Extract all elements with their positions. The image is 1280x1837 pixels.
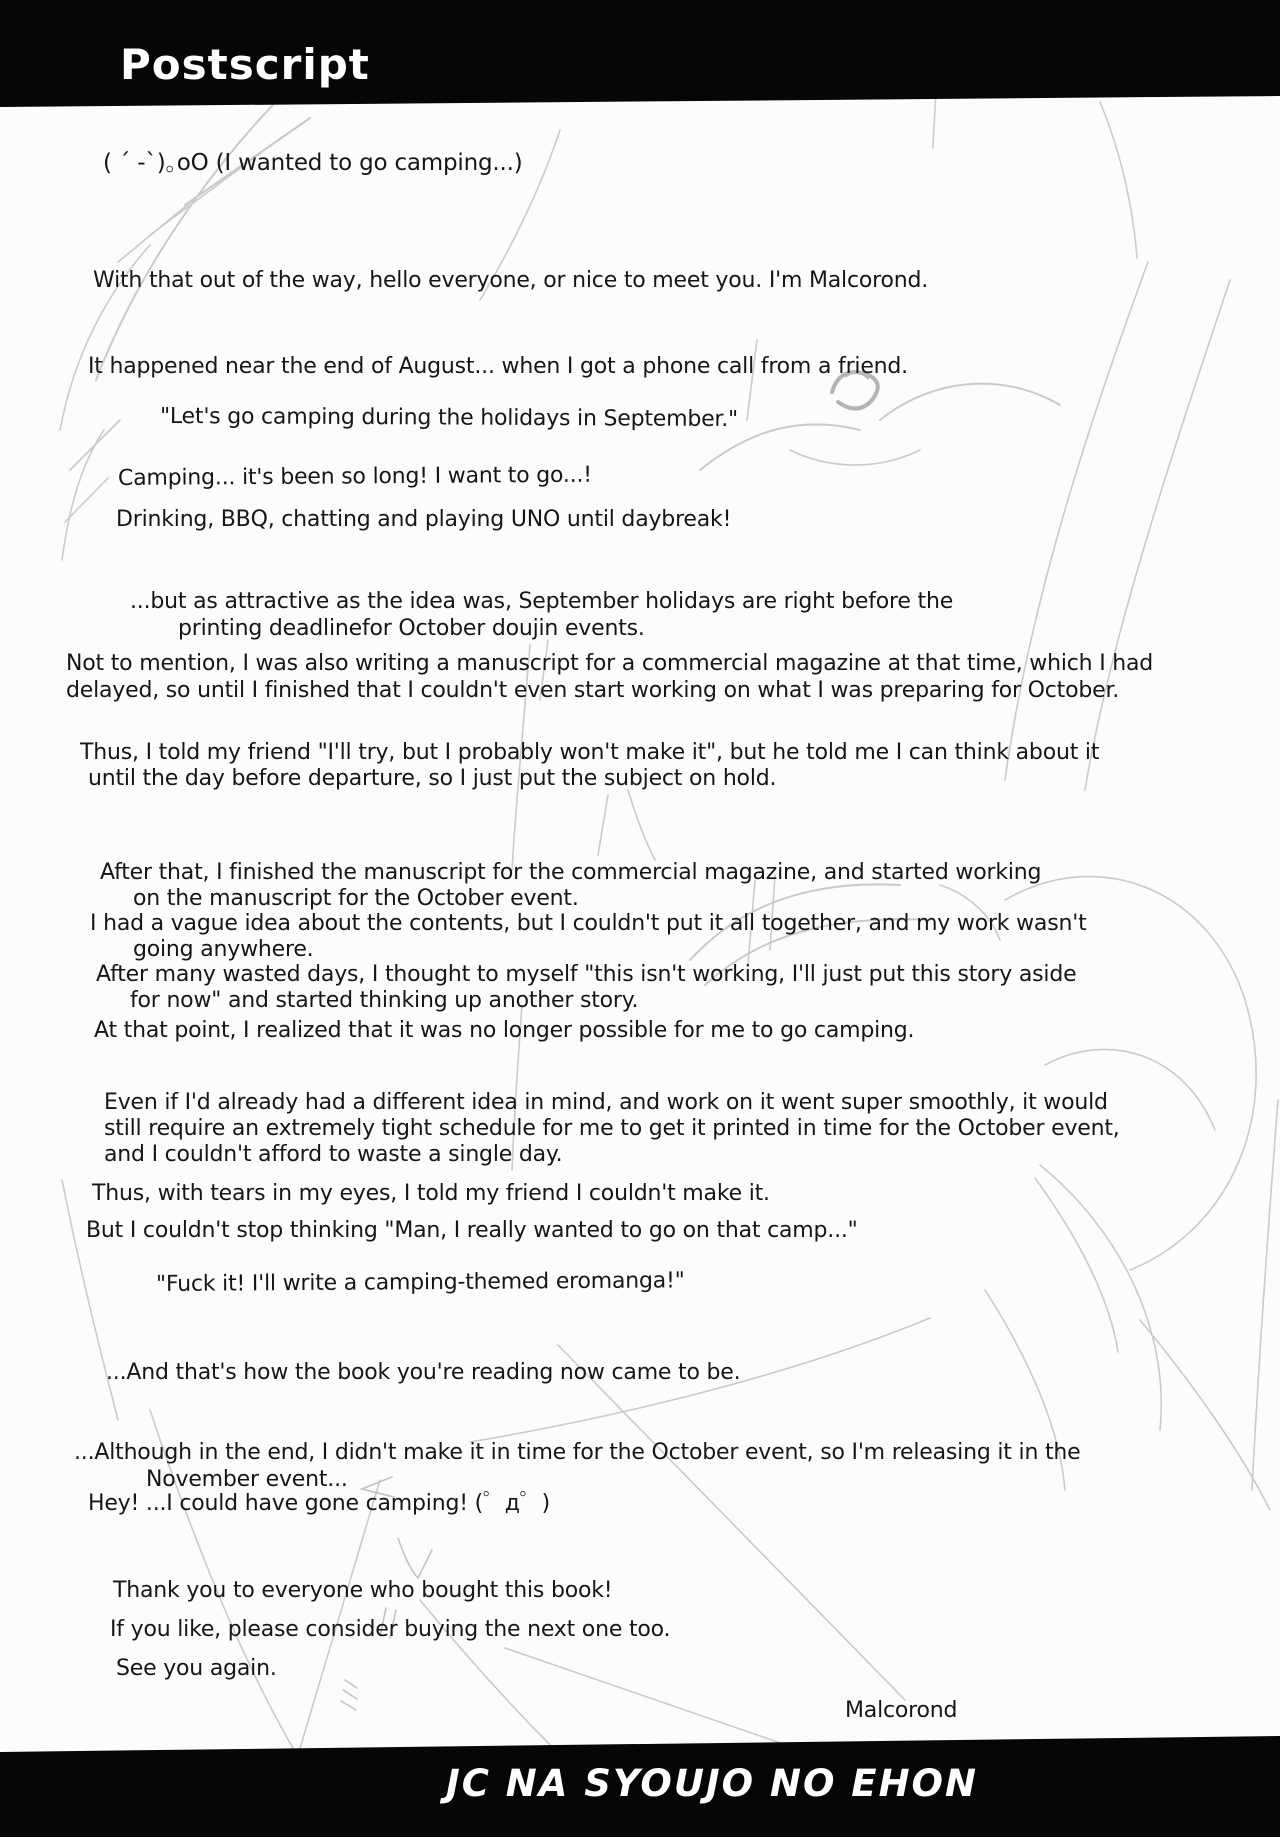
text-line: and I couldn't afford to waste a single day.: [104, 1142, 563, 1167]
text-line: ...but as attractive as the idea was, September holidays are right before the: [130, 589, 954, 614]
text-line: Drinking, BBQ, chatting and playing UNO until daybreak!: [116, 507, 732, 532]
text-line: "Fuck it! I'll write a camping-themed eromanga!": [155, 1268, 685, 1297]
text-line: Thus, with tears in my eyes, I told my friend I couldn't make it.: [92, 1181, 770, 1206]
thought-bubble-line: ( ´ -`)｡oO (I wanted to go camping...): [103, 150, 523, 176]
text-line: ...And that's how the book you're reading now came to be.: [106, 1360, 741, 1385]
text-line: Even if I'd already had a different idea in mind, and work on it went super smoothly, it would: [104, 1090, 1108, 1115]
footer-title: JC NA SYOUJO NO EHON: [446, 1762, 978, 1805]
text-line: on the manuscript for the October event.: [133, 886, 579, 911]
text-line: After that, I finished the manuscript for the commercial magazine, and started working: [100, 860, 1042, 885]
text-line: Camping... it's been so long! I want to go...!: [117, 462, 592, 491]
text-line: At that point, I realized that it was no longer possible for me to go camping.: [94, 1018, 915, 1043]
text-line: printing deadlinefor October doujin events.: [178, 616, 645, 641]
author-signature: Malcorond: [845, 1698, 958, 1723]
text-line: But I couldn't stop thinking "Man, I really wanted to go on that camp...": [86, 1218, 858, 1243]
text-line: It happened near the end of August... when I got a phone call from a friend.: [88, 354, 908, 379]
text-line: until the day before departure, so I just put the subject on hold.: [88, 766, 777, 791]
text-line: for now" and started thinking up another story.: [130, 988, 639, 1013]
text-line: If you like, please consider buying the next one too.: [110, 1617, 671, 1642]
text-line: still require an extremely tight schedule for me to get it printed in time for the October event,: [104, 1116, 1120, 1141]
text-line: Thank you to everyone who bought this book!: [113, 1578, 613, 1603]
text-line: Hey! ...I could have gone camping! (゜д゜): [88, 1491, 550, 1516]
text-line: Not to mention, I was also writing a manuscript for a commercial magazine at that time, which I had: [66, 651, 1154, 676]
text-line: "Let's go camping during the holidays in September.": [159, 404, 739, 433]
text-line: After many wasted days, I thought to myself "this isn't working, I'll just put this story aside: [96, 962, 1077, 987]
text-line: delayed, so until I finished that I couldn't even start working on what I was preparing for October.: [66, 678, 1120, 703]
text-line: November event...: [146, 1467, 348, 1492]
text-line: ...Although in the end, I didn't make it in time for the October event, so I'm releasing it in the: [74, 1440, 1081, 1465]
text-line: I had a vague idea about the contents, but I couldn't put it all together, and my work wasn't: [90, 911, 1087, 936]
text-line: going anywhere.: [133, 937, 314, 962]
text-line: See you again.: [116, 1656, 277, 1681]
text-line: Thus, I told my friend "I'll try, but I probably won't make it", but he told me I can think about it: [80, 740, 1100, 765]
text-line: With that out of the way, hello everyone, or nice to meet you. I'm Malcorond.: [93, 268, 929, 293]
page-title: Postscript: [120, 40, 370, 89]
